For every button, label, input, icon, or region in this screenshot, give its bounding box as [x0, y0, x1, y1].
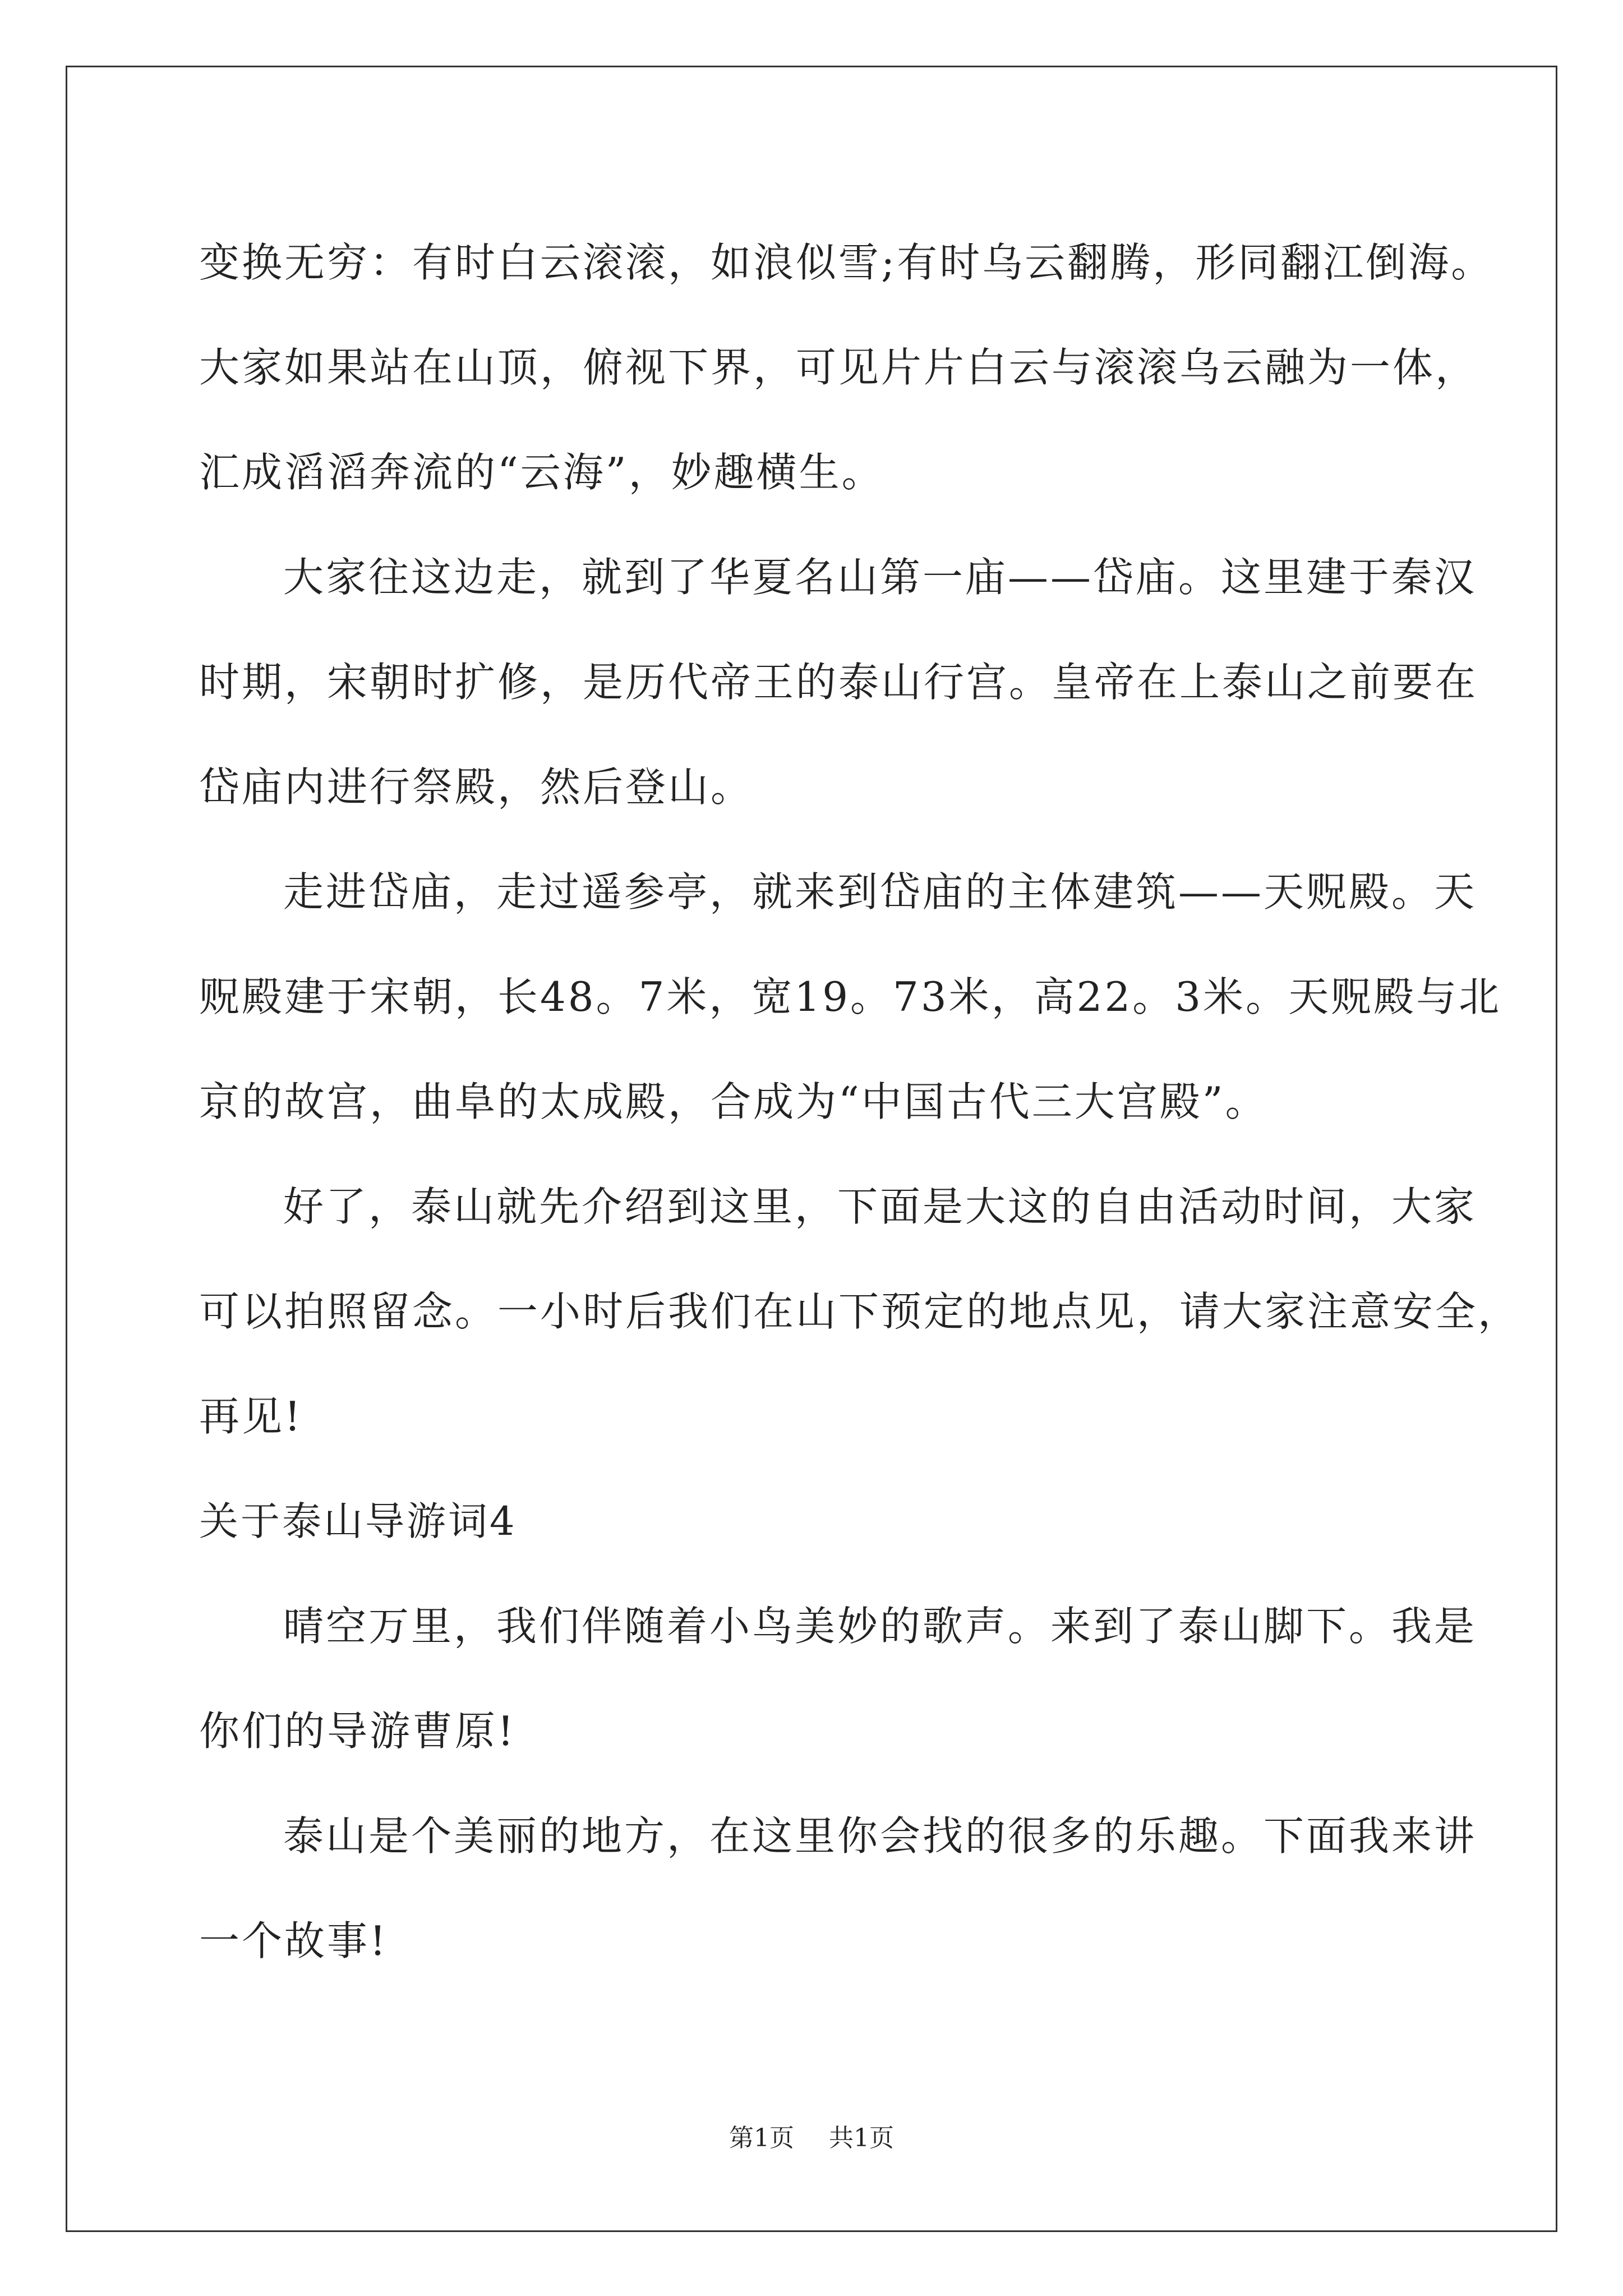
text-line: 再见! — [199, 1393, 303, 1440]
text-line: 可以拍照留念。一小时后我们在山下预定的地点见，请大家注意安全， — [199, 1288, 1521, 1335]
page-total: 共1页 — [829, 2124, 894, 2152]
text-line: 一个故事! — [199, 1917, 388, 1964]
text-line: 贶殿建于宋朝，长48。7米，宽19。73米，高22。3米。天贶殿与北 — [199, 973, 1502, 1020]
paragraph-start-line: 晴空万里，我们伴随着小鸟美妙的歌声。来到了泰山脚下。我是 — [283, 1603, 1477, 1650]
text-line: 你们的导游曹原! — [199, 1708, 516, 1755]
text-line: 京的故宫，曲阜的太成殿，合成为“中国古代三大宫殿”。 — [199, 1078, 1268, 1125]
text-line: 变换无穷：有时白云滚滚，如浪似雪;有时乌云翻腾，形同翻江倒海。 — [199, 239, 1494, 286]
text-line: 岱庙内进行祭殿，然后登山。 — [199, 763, 754, 811]
text-line: 时期，宋朝时扩修，是历代帝王的泰山行宫。皇帝在上泰山之前要在 — [199, 659, 1478, 706]
section-heading: 关于泰山导游词4 — [199, 1498, 517, 1544]
text-line: 大家如果站在山顶，俯视下界，可见片片白云与滚滚乌云融为一体， — [199, 344, 1478, 391]
paragraph-start-line: 走进岱庙，走过遥参亭，就来到岱庙的主体建筑——天贶殿。天 — [283, 868, 1477, 915]
paragraph-start-line: 好了，泰山就先介绍到这里，下面是大这的自由活动时间，大家 — [283, 1183, 1477, 1230]
page-footer — [0, 2118, 1623, 2154]
text-line: 汇成滔滔奔流的“云海”，妙趣横生。 — [199, 449, 884, 496]
paragraph-start-line: 泰山是个美丽的地方，在这里你会找的很多的乐趣。下面我来讲 — [283, 1812, 1477, 1860]
paragraph-start-line: 大家往这边走，就到了华夏名山第一庙——岱庙。这里建于秦汉 — [283, 554, 1477, 601]
document-body — [199, 210, 1521, 1994]
page-number: 第1页 — [729, 2124, 794, 2152]
